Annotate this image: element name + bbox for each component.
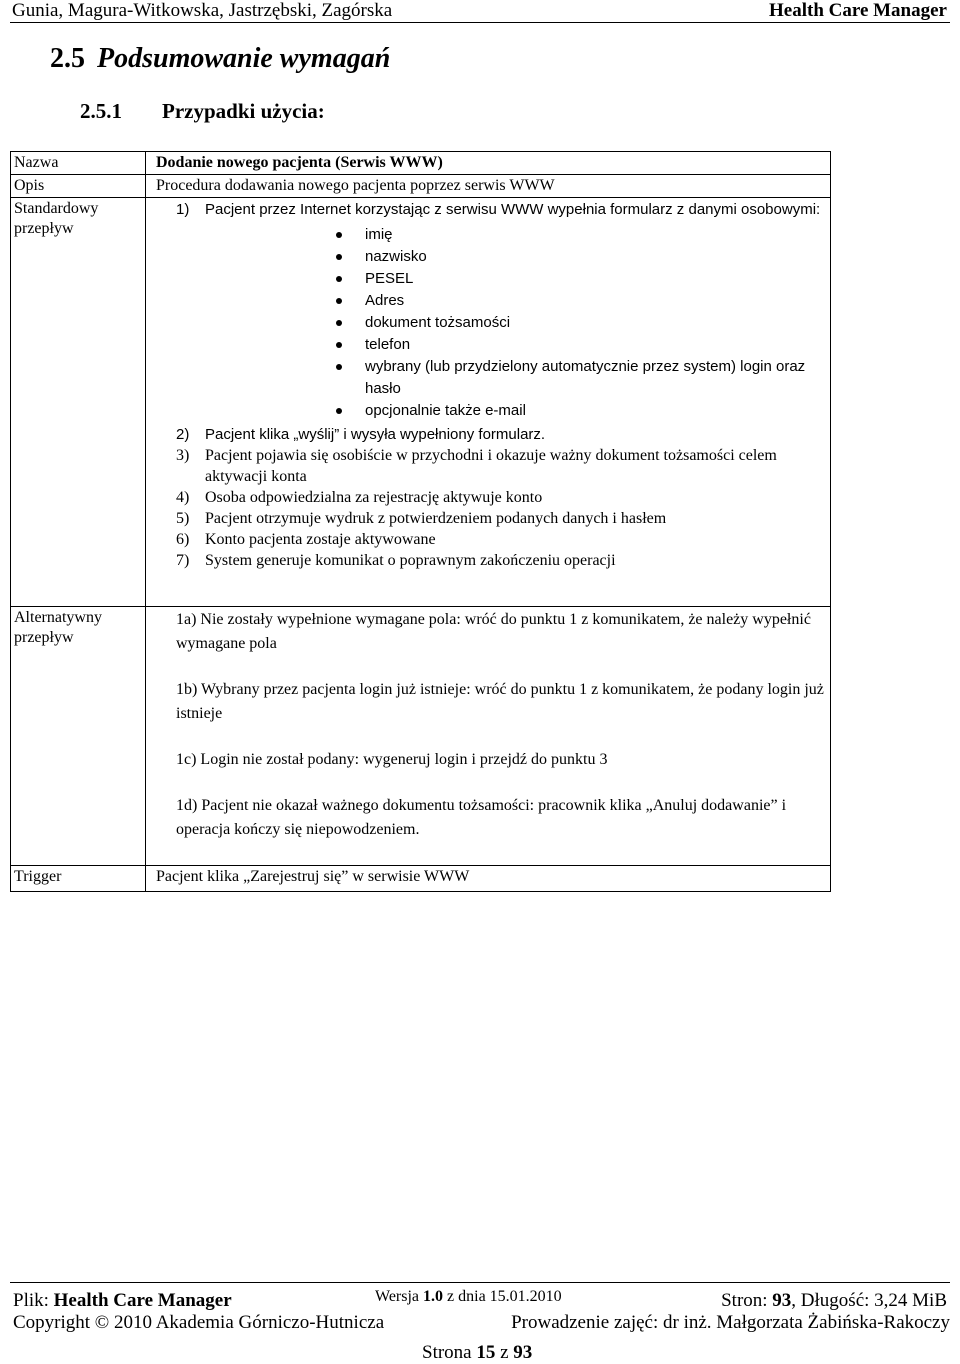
section-title: Podsumowanie wymagań [97,43,391,74]
std-step-7 [156,550,830,571]
step-text: Osoba odpowiedzialna za rejestrację aktywuje konto [205,489,543,506]
page-of: z [500,1342,509,1363]
std-step-6 [156,529,830,550]
std-step-1 [156,199,830,220]
std-step-4 [156,487,830,508]
std-step-3 [156,445,830,487]
header-authors: Gunia, Magura-Witkowska, Jastrzębski, Zagórska [12,0,393,21]
step-text: Pacjent pojawia się osobiście w przychodni i okazuje ważny dokument tożsamości celem aktywacji konta [205,447,777,485]
footer-version [375,1288,562,1306]
list-item: dokument tożsamości [156,312,830,334]
page-current: 15 [476,1342,496,1363]
trigger-value: Pacjent klika „Zarejestruj się” w serwisie WWW [146,866,831,892]
page-header [0,0,960,22]
list-item: PESEL [156,268,830,290]
footer-pages [721,1290,947,1312]
pages-label: Stron: [721,1290,768,1311]
row-alternative-flow [11,607,831,866]
step-text: Konto pacjenta zostaje aktywowane [205,531,436,548]
std-step-1-text: Pacjent przez Internet korzystając z serwisu WWW wypełnia formularz z danymi osobowymi: [205,201,821,218]
alternative-flow-label: Alternatywny przepływ [11,607,146,866]
header-project: Health Care Manager [769,0,947,21]
size-label: , Długość: 3,24 MiB [791,1290,947,1311]
name-label: Nazwa [11,152,146,175]
section-heading [50,43,390,75]
row-standard-flow [11,198,831,607]
subsection-number: 2.5.1 [80,99,122,123]
description-label: Opis [11,175,146,198]
step-number: 3) [176,447,190,464]
pages-count: 93 [772,1290,792,1311]
std-step-5 [156,508,830,529]
use-case-table [10,151,831,892]
version-label: Wersja [375,1288,420,1305]
header-rule [10,22,950,23]
file-label: Plik: [13,1290,49,1311]
personal-data-list [156,224,830,422]
step-text: System generuje komunikat o poprawnym zakończeniu operacji [205,552,616,569]
footer-copyright: Copyright © 2010 Akademia Górniczo-Hutnicza [13,1312,385,1333]
footer-instructor: Prowadzenie zajęć: dr inż. Małgorzata Żabińska-Rakoczy [511,1312,950,1333]
row-description [11,175,831,198]
list-item: nazwisko [156,246,830,268]
step-text: Pacjent klika „wyślij” i wysyła wypełniony formularz. [205,426,546,443]
list-item: imię [156,224,830,246]
alternative-flow-content [146,607,831,866]
name-value: Dodanie nowego pacjenta (Serwis WWW) [146,152,831,175]
std-step-2 [156,424,830,445]
page-total: 93 [513,1342,533,1363]
step-text: Pacjent otrzymuje wydruk z potwierdzeniem podanych danych i hasłem [205,510,667,527]
file-name: Health Care Manager [53,1290,232,1311]
row-name [11,152,831,175]
subsection-heading [80,99,325,124]
section-number: 2.5 [50,43,85,74]
list-item: telefon [156,334,830,356]
footer-rule [10,1282,950,1283]
standard-flow-content [146,198,831,607]
row-trigger [11,866,831,892]
alt-item: 1c) Login nie został podany: wygeneruj login i przejdź do punktu 3 [176,751,608,768]
alt-item: 1d) Pacjent nie okazał ważnego dokumentu tożsamości: pracownik klika „Anuluj dodawanie” i operacja kończy się niepowodzeniem. [176,797,787,838]
alt-item: 1a) Nie zostały wypełnione wymagane pola: wróć do punktu 1 z komunikatem, że należy wypełnić wymagane pola [176,611,811,652]
list-item: Adres [156,290,830,312]
step-number: 2) [176,426,190,443]
description-value: Procedura dodawania nowego pacjenta poprzez serwis WWW [146,175,831,198]
alt-item: 1b) Wybrany przez pacjenta login już istnieje: wróć do punktu 1 z komunikatem, że podany login już istnieje [176,681,824,722]
list-item: opcjonalnie także e-mail [156,400,830,422]
subsection-title: Przypadki użycia: [162,99,325,123]
step-number: 4) [176,489,190,506]
version-date: z dnia 15.01.2010 [447,1288,562,1305]
list-item: wybrany (lub przydzielony automatycznie przez system) login oraz hasło [156,356,830,400]
version-number: 1.0 [423,1288,444,1305]
page-label: Strona [422,1342,472,1363]
step-number: 6) [176,531,190,548]
step-number: 7) [176,552,190,569]
standard-flow-label: Standardowy przepływ [11,198,146,607]
step-number: 5) [176,510,190,527]
trigger-label: Trigger [11,866,146,892]
std-step-1-number: 1) [176,201,190,218]
footer-file [13,1290,232,1312]
